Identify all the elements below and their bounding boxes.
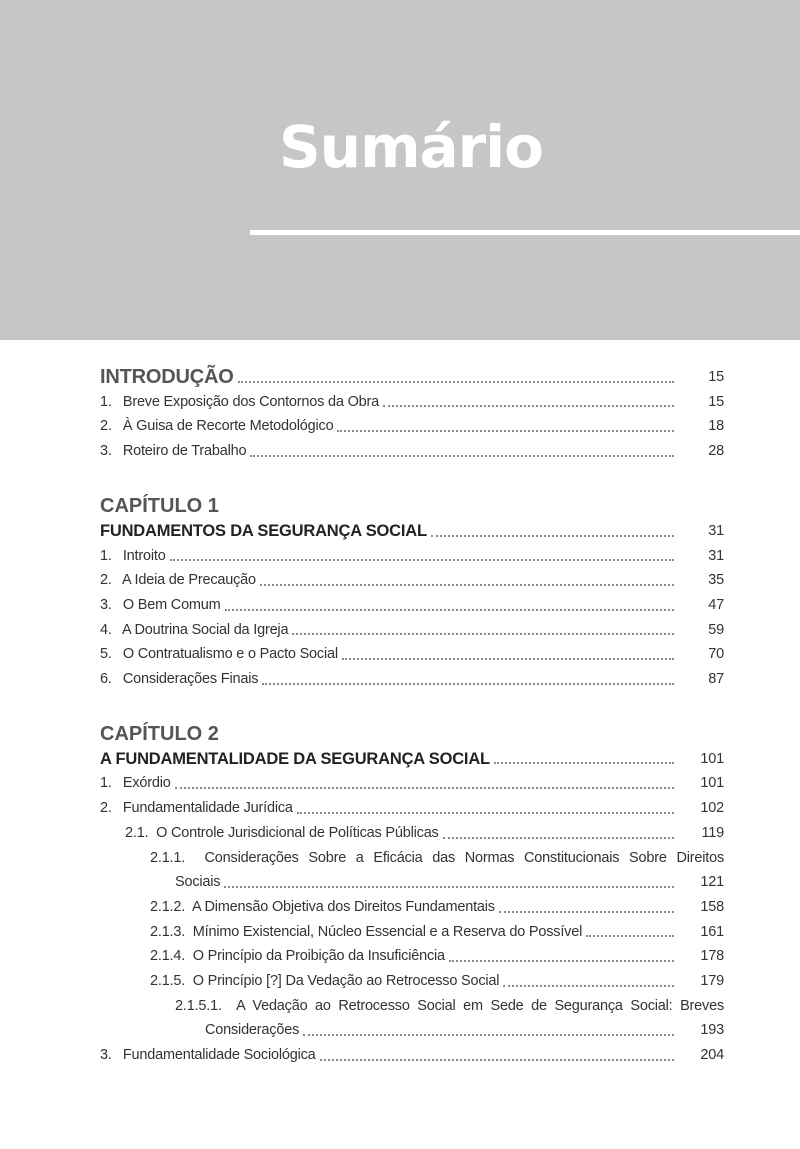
toc-entry-number: 2.1.4. (150, 948, 186, 965)
toc-entry-number: 1. (100, 393, 112, 410)
toc-entry-label: Considerações Sobre a Eficácia das Normas Constitucionais Sobre Direitos (204, 849, 724, 866)
toc-entry-chapter-1-title[interactable] (100, 519, 724, 544)
dot-leader (250, 455, 674, 457)
toc-entry-number: 2.1.3. (150, 923, 186, 940)
toc-entry[interactable] (100, 568, 724, 593)
dot-leader (320, 1059, 674, 1061)
toc-entry[interactable] (100, 593, 724, 618)
toc-entry[interactable] (100, 920, 724, 945)
dot-leader (303, 1034, 674, 1036)
dot-leader (297, 812, 674, 814)
dot-leader (449, 960, 674, 962)
toc-entry-page: 102 (700, 800, 724, 817)
toc-entry-number: 3. (100, 443, 112, 460)
toc-entry-label: O Princípio [?] Da Vedação ao Retrocesso Social (192, 973, 500, 990)
toc-entry-number: 1. (100, 775, 112, 792)
toc-entry[interactable] (100, 642, 724, 667)
toc-entry-page: 59 (708, 621, 724, 638)
toc-entry-number: 3. (100, 596, 112, 613)
dot-leader (383, 405, 674, 407)
toc-entry-label: A Doutrina Social da Igreja (122, 621, 289, 638)
dot-leader (342, 658, 674, 660)
toc-entry-label: Considerações Finais (122, 671, 259, 688)
toc-entry-number: 5. (100, 646, 112, 663)
dot-leader (337, 430, 674, 432)
toc-entry[interactable] (100, 969, 724, 994)
toc-entry-page: 121 (700, 874, 724, 891)
toc-entry-label: O Contratualismo e o Pacto Social (122, 646, 338, 663)
toc-entry[interactable] (100, 895, 724, 920)
toc-entry-label: FUNDAMENTOS DA SEGURANÇA SOCIAL (100, 521, 427, 540)
toc-entry-page: 178 (700, 948, 724, 965)
toc-entry[interactable] (100, 821, 724, 846)
dot-leader (443, 837, 674, 839)
toc-entry-page: 18 (708, 418, 724, 435)
toc-entry-number: 2.1.5.1. (175, 997, 222, 1014)
toc-entry-number: 6. (100, 671, 112, 688)
toc-entry-page: 28 (708, 443, 724, 460)
toc-entry-number: 2.1.1. (150, 849, 186, 866)
toc-entry-label: INTRODUÇÃO (100, 366, 234, 388)
toc-entry-page: 204 (700, 1047, 724, 1064)
toc-entry[interactable] (100, 618, 724, 643)
table-of-contents (100, 365, 724, 1068)
toc-entry-label: O Bem Comum (122, 596, 221, 613)
toc-entry-label: O Controle Jurisdicional de Políticas Públicas (156, 824, 439, 841)
toc-entry[interactable] (100, 944, 724, 969)
dot-leader (238, 381, 674, 383)
toc-entry-page: 119 (701, 824, 724, 841)
dot-leader (292, 633, 674, 635)
toc-entry-label: Fundamentalidade Sociológica (122, 1047, 316, 1064)
dot-leader (494, 762, 674, 764)
toc-entry-label: Roteiro de Trabalho (122, 443, 247, 460)
toc-entry-number: 2. (100, 572, 112, 589)
toc-entry[interactable] (100, 439, 724, 464)
toc-entry-page: 35 (708, 572, 724, 589)
toc-entry-page: 47 (708, 596, 724, 613)
toc-entry-label: A Dimensão Objetiva dos Direitos Fundamentais (191, 898, 495, 915)
toc-entry-number: 2.1. (125, 824, 149, 841)
dot-leader (170, 559, 674, 561)
toc-entry[interactable] (100, 796, 724, 821)
dot-leader (586, 935, 674, 937)
toc-entry[interactable] (100, 414, 724, 439)
title-rule (250, 230, 800, 235)
dot-leader (431, 535, 674, 537)
toc-entry-chapter-2-title[interactable] (100, 747, 724, 772)
toc-entry-page: 179 (700, 973, 724, 990)
toc-entry-page: 101 (700, 775, 724, 792)
toc-entry-number: 3. (100, 1047, 112, 1064)
toc-entry-wrapped-second-line[interactable] (100, 870, 724, 895)
toc-entry-label: Exórdio (122, 775, 171, 792)
toc-entry-introducao[interactable] (100, 365, 724, 390)
toc-entry-label: O Princípio da Proibição da Insuficiência (192, 948, 445, 965)
toc-entry[interactable] (100, 390, 724, 415)
toc-entry-number: 2.1.5. (150, 973, 186, 990)
toc-entry-number: 2. (100, 800, 112, 817)
toc-entry-page: 87 (708, 671, 724, 688)
toc-entry-label: A Ideia de Precaução (122, 572, 256, 589)
toc-entry-page: 15 (708, 393, 724, 410)
toc-entry-label: A FUNDAMENTALIDADE DA SEGURANÇA SOCIAL (100, 749, 490, 768)
toc-entry-label: Considerações (205, 1022, 300, 1039)
toc-entry-page: 158 (700, 898, 724, 915)
toc-entry-label: Introito (122, 547, 166, 564)
toc-entry-number: 2.1.2. (150, 898, 186, 915)
toc-entry-label: Sociais (175, 874, 221, 891)
dot-leader (499, 911, 674, 913)
toc-entry-wrapped-second-line[interactable] (100, 1018, 724, 1043)
toc-entry[interactable] (100, 1043, 724, 1068)
toc-entry-page: 161 (700, 923, 724, 940)
toc-entry-page: 193 (700, 1022, 724, 1039)
dot-leader (224, 886, 674, 888)
toc-entry-label: À Guisa de Recorte Metodológico (122, 418, 334, 435)
page-title: Sumário (279, 113, 543, 181)
toc-entry-page: 101 (700, 750, 724, 767)
toc-entry-label: Breve Exposição dos Contornos da Obra (122, 393, 380, 410)
toc-entry-number: 2. (100, 418, 112, 435)
toc-entry-page: 31 (708, 522, 724, 539)
chapter-2-label: CAPÍTULO 2 (100, 722, 219, 745)
dot-leader (225, 609, 674, 611)
dot-leader (175, 787, 674, 789)
dot-leader (262, 683, 674, 685)
toc-entry[interactable] (100, 771, 724, 796)
toc-entry-wrapped-first-line[interactable] (100, 846, 724, 871)
chapter-1-label: CAPÍTULO 1 (100, 494, 219, 517)
dot-leader (260, 584, 674, 586)
toc-entry-label: Mínimo Existencial, Núcleo Essencial e a Reserva do Possível (192, 923, 583, 940)
toc-entry[interactable] (100, 544, 724, 569)
toc-entry-number: 1. (100, 547, 112, 564)
toc-entry-label: Fundamentalidade Jurídica (122, 800, 293, 817)
toc-entry-page: 70 (708, 646, 724, 663)
toc-entry[interactable] (100, 667, 724, 692)
toc-entry-number: 4. (100, 621, 112, 638)
header-band (0, 0, 800, 340)
toc-entry-page: 15 (708, 369, 724, 385)
toc-entry-label: A Vedação ao Retrocesso Social em Sede de Segurança Social: Breves (236, 997, 724, 1014)
toc-entry-page: 31 (708, 547, 724, 564)
dot-leader (503, 985, 674, 987)
toc-entry-wrapped-first-line[interactable] (100, 994, 724, 1019)
